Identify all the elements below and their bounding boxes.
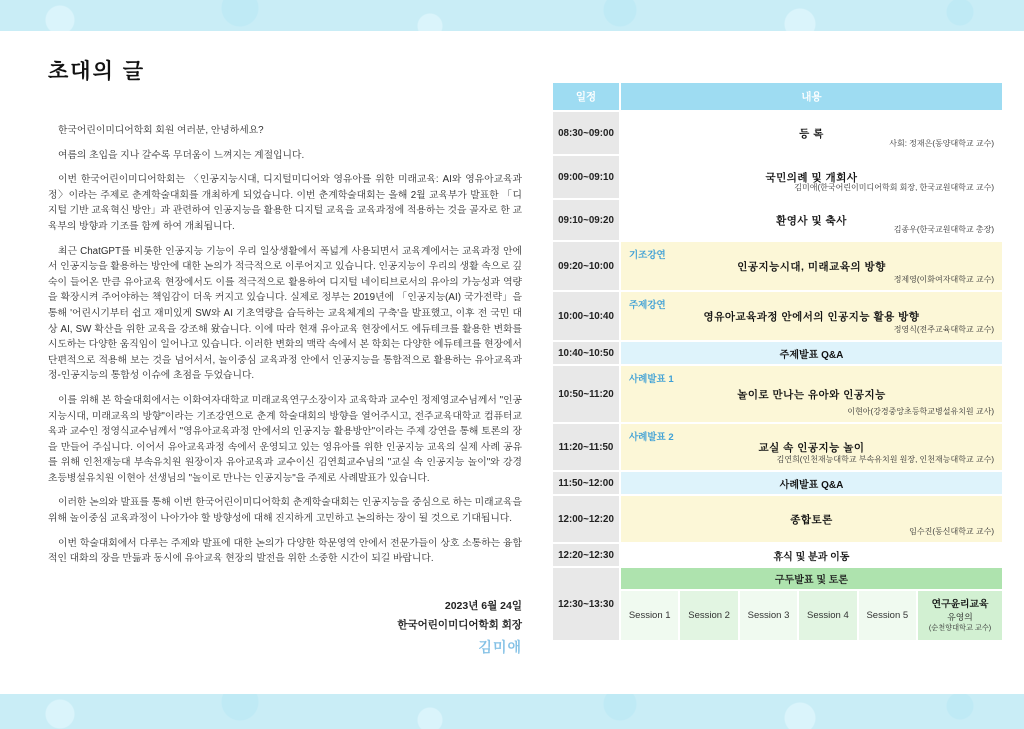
letter-paragraph: 이번 한국어린이미디어학회는 〈인공지능시대, 디지털미디어와 영유아를 위한 미래교육: AI와 영유아교육과정〉이라는 주제로 춘계학술대회를 개최하게 되었습니다. 이번 춘계학술대회는 올해 2월 교육부가 발표한 「디지털 기반 교육혁신 방안」과 관련하여 인공지능을 활용한 디지털 교육을 교육과정에 적용하는 것을 골자로 한 교육부의 방향과 기조를 함께 하여 개최됩니다.	[48, 174, 522, 232]
table-row	[553, 292, 1002, 340]
content-cell	[621, 472, 1002, 494]
session-category-label: 사례발표 2	[629, 432, 674, 443]
event-title: 인공지능시대, 미래교육의 방향	[737, 260, 886, 273]
time-cell: 09:00~09:10	[553, 156, 619, 198]
event-title: 영유아교육과정 안에서의 인공지능 활용 방향	[703, 310, 920, 323]
letter-paragraph: 최근 ChatGPT를 비롯한 인공지능 기능이 우리 일상생활에서 폭넓게 사용되면서 교육계에서는 교육과정 안에서 인공지능을 활용하는 방안에 대한 논의가 적극적으로 이루어지고 있습니다. 인공지능이 우리의 생활 속으로 깊숙이 들어온 만큼 유아교육 현장에서도 이를 적극적으로 활용하여 디지털 네이티브로서의 유아의 가능성과 역량을 확장시켜 주어야하는 책임감이 더욱 커지고 있습니다. 실제로 정부는 2019년에 「인공지능(AI) 국가전략」을 통해 '어린시기부터 쉽고 재미있게 SW와 AI 기초역량을 습득하는 교육체계의 구축'을 발표했고, 이후 전 국민 대상 AI, SW 확산을 위한 교육을 강조해 왔습니다. 이에 따라 현재 유아교육 현장에서도 에듀테크를 활용한 변화를 시도하는 다양한 움직임이 일어나고 있습니다. 이러한 변화의 맥락 속에서 본 학회는 다양한 에듀테크를 현장에서 단편적으로 적용해 보는 것을 넘어서서, 놀이중심 교육과정 안에서 인공지능을 통합적으로 활용하는 유아교육과정-인공지능의 통합성 이슈에 초점을 두었습니다.	[48, 245, 522, 382]
top-decorative-band	[0, 0, 1024, 31]
session-category-label: 기조강연	[629, 250, 666, 261]
event-title: 사례발표 Q&A	[779, 479, 844, 491]
time-cell: 09:20~10:00	[553, 242, 619, 290]
time-cell: 12:30~13:30	[553, 568, 619, 640]
letter-paragraph: 여름의 초입을 지나 갈수록 무더움이 느껴지는 계절입니다.	[58, 149, 305, 161]
oral-session-header: 구두발표 및 토론	[621, 568, 1002, 589]
schedule-header-time: 일정	[553, 83, 619, 110]
signature-block	[48, 597, 522, 659]
table-row	[553, 472, 1002, 494]
table-row-oral-sessions	[553, 568, 1002, 640]
letter-title: 초대의 글	[48, 60, 145, 83]
event-title: 종합토론	[790, 513, 833, 526]
session-cell: Session 2	[680, 591, 737, 640]
table-row	[553, 342, 1002, 364]
table-row	[553, 112, 1002, 154]
letter-paragraph: 이번 학술대회에서 다루는 주제와 발표에 대한 논의가 다양한 학문영역 안에서 전문가들이 상호 소통하는 융합적인 대화의 장을 만듦과 동시에 유아교육 현장의 발전을 위한 소중한 시간이 되길 바랍니다.	[48, 537, 522, 565]
event-speaker: 정제영(이화여자대학교 교수)	[893, 275, 994, 284]
oral-session-block	[621, 568, 1002, 640]
schedule-header-content: 내용	[621, 83, 1002, 110]
event-title: 교실 속 인공지능 놀이	[758, 441, 865, 454]
time-cell: 11:20~11:50	[553, 424, 619, 470]
content-cell	[621, 200, 1002, 240]
session-category-label: 사례발표 1	[629, 374, 674, 385]
event-speaker: 김연희(인천재능대학교 부속유치원 원장, 인천재능대학교 교수)	[776, 455, 994, 464]
time-cell: 12:00~12:20	[553, 496, 619, 542]
ethics-speaker-affiliation: (순천향대학교 교수)	[928, 622, 992, 632]
schedule-header-row	[553, 83, 1002, 110]
schedule-table	[553, 83, 1002, 642]
bottom-decorative-band	[0, 694, 1024, 729]
time-cell: 10:00~10:40	[553, 292, 619, 340]
table-row	[553, 242, 1002, 290]
research-ethics-cell	[918, 591, 1002, 640]
session-cell: Session 1	[621, 591, 678, 640]
event-title: 놀이로 만나는 유아와 인공지능	[737, 388, 886, 401]
table-row	[553, 544, 1002, 566]
event-title: 휴식 및 분과 이동	[773, 551, 850, 563]
content-cell	[621, 156, 1002, 198]
content-cell	[621, 496, 1002, 542]
event-speaker: 사회: 정재은(동양대학교 교수)	[889, 139, 994, 148]
time-cell: 09:10~09:20	[553, 200, 619, 240]
letter-paragraph: 이를 위해 본 학술대회에서는 이화여자대학교 미래교육연구소장이자 교육학과 교수인 정제영교수님께서 "인공지능시대, 미래교육의 방향"이라는 기조강연으로 춘계 학술대회의 방향을 열어주시고, 전주교육대학교 컴퓨터교육과 교수인 정영식교수님께서 "영유아교육과정 안에서의 인공지능 활용방안"이라는 주제 강연을 통해 토론의 장을 만들어 주십니다. 이어서 유아교육과정 속에서 운영되고 있는 영유아를 위한 인공지능 교육의 실제 사례 공유를 위해 인천재능대 부속유치원 원장이자 유아교육과 교수이신 김연희교수님의 "교실 속 인공지능 놀이"와 강경초등병설유치원 이현아 선생님의 "놀이로 만나는 인공지능"을 주제로 사례발표가 있습니다.	[48, 394, 522, 484]
event-speaker: 정영식(전주교육대학교 교수)	[893, 325, 994, 334]
content-cell	[621, 342, 1002, 364]
table-row	[553, 156, 1002, 198]
content-cell	[621, 292, 1002, 340]
signer-name: 김미애	[478, 638, 522, 655]
table-row	[553, 424, 1002, 470]
invitation-letter	[48, 55, 522, 659]
event-speaker: 김미애(한국어린이미디어학회 회장, 한국교원대학교 교수)	[794, 183, 994, 192]
time-cell: 11:50~12:00	[553, 472, 619, 494]
content-cell	[621, 424, 1002, 470]
session-category-label: 주제강연	[629, 300, 666, 311]
content-cell	[621, 112, 1002, 154]
content-cell	[621, 544, 1002, 566]
signer-title: 한국어린이미디어학회 회장	[397, 618, 522, 631]
session-cell: Session 5	[859, 591, 916, 640]
event-speaker: 임수진(동신대학교 교수)	[909, 527, 994, 536]
content-cell	[621, 242, 1002, 290]
content-cell	[621, 366, 1002, 422]
time-cell: 12:20~12:30	[553, 544, 619, 566]
event-title: 주제발표 Q&A	[779, 349, 844, 361]
table-row	[553, 496, 1002, 542]
event-title: 등 록	[799, 127, 824, 140]
oral-session-cells	[621, 591, 1002, 640]
event-title: 국민의례 및 개회사	[765, 171, 858, 184]
event-speaker: 이현아(강경중앙초등학교병설유치원 교사)	[847, 407, 994, 416]
time-cell: 10:40~10:50	[553, 342, 619, 364]
session-cell: Session 3	[740, 591, 797, 640]
event-title: 환영사 및 축사	[776, 214, 847, 227]
session-cell: Session 4	[799, 591, 856, 640]
time-cell: 10:50~11:20	[553, 366, 619, 422]
table-row	[553, 366, 1002, 422]
ethics-speaker-name: 유영의	[947, 611, 973, 622]
letter-paragraph: 이러한 논의와 발표를 통해 이번 한국어린이미디어학회 춘계학술대회는 인공지능을 중심으로 하는 미래교육을 위해 놀이중심 교육과정이 나아가야 할 방향성에 대해 진지하게 고민하고 논의하는 장이 될 것으로 기대됩니다.	[48, 497, 522, 525]
ethics-title: 연구윤리교육	[931, 599, 989, 611]
time-cell: 08:30~09:00	[553, 112, 619, 154]
letter-paragraph: 한국어린이미디어학회 회원 여러분, 안녕하세요?	[58, 125, 264, 136]
table-row	[553, 200, 1002, 240]
signature-date: 2023년 6월 24일	[444, 599, 522, 612]
event-speaker: 김종우(한국교원대학교 총장)	[893, 225, 994, 234]
